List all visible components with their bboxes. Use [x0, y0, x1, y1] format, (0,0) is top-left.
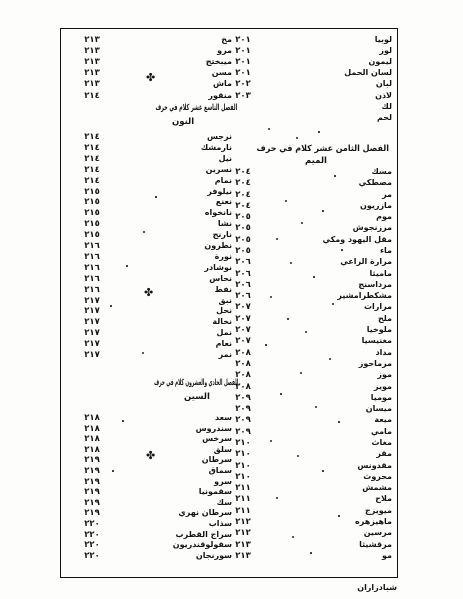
- left-column-page-number: ٢٢٠: [84, 540, 100, 550]
- right-column-entry-word: ملح: [378, 314, 392, 323]
- scan-speck: [315, 406, 317, 408]
- scan-speck: [310, 552, 312, 554]
- right-column-entry-word: مرارة الراعي: [340, 257, 392, 266]
- left-column-page-number: ٢١٤: [84, 143, 100, 153]
- chapter-heading-nun-letter: النون: [172, 117, 195, 127]
- left-column-entry-word: ماش: [213, 79, 232, 88]
- left-column-page-number: ٢١٨: [84, 413, 100, 423]
- right-column-entry-word: لسان الحمل: [344, 68, 392, 77]
- right-column-page-number: ٢٠٨: [235, 359, 251, 369]
- right-column-page-number: ٢٠٤: [235, 190, 251, 200]
- left-column-page-number: ٢١٥: [84, 187, 100, 197]
- right-column-page-number: ٢١١: [235, 506, 251, 516]
- chapter-heading-sin-letter: السين: [184, 392, 210, 402]
- scan-speck: [338, 421, 340, 423]
- left-column-page-number: ٢١٦: [84, 274, 100, 284]
- left-column-entry-word: نخالة: [212, 317, 232, 326]
- left-column-entry-word: سماق: [208, 466, 232, 475]
- right-column-page-number: ٢٠١: [235, 68, 251, 78]
- left-column-entry-word: سراج القطرب: [175, 530, 232, 539]
- right-column-entry-word: لبان: [375, 79, 392, 88]
- right-column-page-number: ٢٠٥: [235, 235, 251, 245]
- right-column-entry-word: مقل اليهود ومكي: [322, 235, 392, 244]
- right-column-page-number: ٢١٠: [235, 438, 251, 448]
- right-column-entry-word: لاذن: [375, 91, 392, 100]
- left-column-entry-word: سك: [216, 498, 232, 507]
- right-column-entry-word: ملاح: [375, 494, 392, 503]
- left-column-entry-word: نمام: [214, 176, 232, 185]
- left-column-page-number: ٢١٤: [84, 91, 100, 101]
- right-column-page-number: ٢٠٧: [235, 302, 251, 312]
- right-column-page-number: ٢١٠: [235, 461, 251, 471]
- left-column-entry-word: نارنج: [212, 230, 232, 239]
- left-column-entry-word: نعنع: [215, 197, 232, 206]
- scan-speck: [270, 296, 272, 298]
- right-column-page-number: ٢١١: [235, 483, 251, 493]
- right-column-entry-word: لحم: [376, 113, 392, 122]
- right-column-page-number: ٢٠٨: [235, 348, 251, 358]
- right-column-page-number: ٢٠٨: [235, 382, 251, 392]
- left-column-page-number: ٢١٩: [84, 508, 100, 518]
- right-column-entry-word: مازريون: [359, 201, 392, 210]
- right-column-page-number: ٢٠٥: [235, 223, 251, 233]
- left-column-entry-word: مرو: [217, 46, 232, 55]
- scan-speck: [292, 536, 294, 538]
- left-column-page-number: ٢٢٠: [84, 530, 100, 540]
- scan-speck: [122, 420, 124, 422]
- scan-speck: [332, 303, 334, 305]
- right-column-entry-word: موميا: [370, 393, 392, 402]
- left-column-page-number: ٢٢٠: [84, 519, 100, 529]
- right-column-page-number: ٢٠٦: [235, 291, 251, 301]
- left-column-page-number: ٢١٩: [84, 466, 100, 476]
- right-column-page-number: ٢٠٦: [235, 269, 251, 279]
- right-column-entry-word: ماميثا: [369, 269, 392, 278]
- floral-star-icon: ✤: [146, 71, 156, 84]
- left-column-entry-word: سرو: [214, 477, 232, 486]
- left-column-page-number: ٢١٧: [84, 350, 100, 360]
- left-column-page-number: ٢١٤: [84, 165, 100, 175]
- right-column-page-number: ٢٠٢: [235, 79, 251, 89]
- scan-speck: [142, 352, 144, 354]
- chapter-heading-sin-title: الفصل الحادي والعشرون كلام في حرف: [154, 378, 239, 388]
- right-column-entry-word: ميعة: [374, 415, 392, 424]
- left-column-page-number: ٢١٤: [84, 132, 100, 142]
- right-column-page-number: ٢١٠: [235, 449, 251, 459]
- left-column-entry-word: سذاب: [208, 519, 232, 528]
- right-column-entry-word: مامي: [370, 427, 392, 436]
- scan-speck: [296, 137, 298, 139]
- scan-speck: [313, 276, 315, 278]
- right-column-page-number: ٢٠١: [235, 46, 251, 56]
- right-column-entry-word: مقر: [376, 449, 392, 458]
- right-column-entry-word: مو: [382, 551, 392, 560]
- scan-speck: [329, 358, 331, 360]
- left-column-page-number: ٢١٨: [84, 434, 100, 444]
- left-column-page-number: ٢١٣: [84, 46, 100, 56]
- scan-speck: [341, 249, 343, 251]
- left-column-page-number: ٢١٨: [84, 445, 100, 455]
- left-column-page-number: ٢١٤: [84, 154, 100, 164]
- right-column-page-number: ٢٠٩: [235, 427, 251, 437]
- right-column-entry-word: ميسان: [365, 404, 392, 413]
- right-column-entry-word: مويز: [374, 382, 392, 391]
- right-column-entry-word: موز: [377, 370, 392, 379]
- left-column-page-number: ٢١٣: [84, 68, 100, 78]
- right-column-page-number: ٢٠٣: [235, 91, 251, 101]
- left-column-entry-word: نطرون: [204, 241, 232, 250]
- left-column-page-number: ٢١٦: [84, 263, 100, 273]
- left-column-page-number: ٢١٩: [84, 487, 100, 497]
- right-column-page-number: ٢٠٤: [235, 201, 251, 211]
- left-column-entry-word: نرجس: [206, 132, 232, 141]
- scan-speck: [126, 265, 128, 267]
- chapter-heading-meem-letter: الميم: [305, 156, 327, 166]
- left-column-page-number: ٢١٧: [84, 317, 100, 327]
- scan-speck: [301, 222, 303, 224]
- floral-star-icon: ✤: [146, 449, 156, 462]
- right-column-page-number: ٢٠٧: [235, 336, 251, 346]
- left-column-entry-word: سرطان: [201, 455, 232, 464]
- scan-speck: [334, 175, 336, 177]
- right-column-entry-word: مداد: [375, 348, 392, 357]
- scan-speck: [143, 231, 145, 233]
- scan-speck: [155, 196, 157, 198]
- right-column-entry-word: مر: [382, 190, 392, 199]
- left-column-page-number: ٢١٧: [84, 296, 100, 306]
- right-column-entry-word: مسك: [371, 167, 392, 176]
- scan-speck: [300, 372, 302, 374]
- scan-speck: [318, 131, 320, 133]
- left-column-entry-word: نسرين: [205, 165, 232, 174]
- right-column-entry-word: مرداسنج: [358, 280, 392, 289]
- left-column-entry-word: سقولوقندريون: [172, 540, 232, 549]
- left-column-entry-word: سورنجان: [195, 551, 232, 560]
- right-column-page-number: ٢٠١: [235, 57, 251, 67]
- left-column-entry-word: نورة: [214, 252, 232, 261]
- scan-speck: [276, 238, 278, 240]
- right-column-page-number: ٢١٣: [235, 551, 251, 561]
- right-column-page-number: ٢٠٧: [235, 325, 251, 335]
- chapter-heading-nun-title: الفصل التاسع عشر كلام في حرف: [154, 103, 237, 113]
- catchword: شبادزاران: [357, 583, 397, 592]
- left-column-page-number: ٢١٣: [84, 57, 100, 67]
- left-column-entry-word: نيلوفر: [207, 187, 232, 196]
- right-column-entry-word: مصطكي: [358, 178, 392, 187]
- right-column-entry-word: ملوخيا: [366, 325, 392, 334]
- scan-speck: [285, 200, 287, 202]
- left-column-page-number: ٢١٦: [84, 252, 100, 262]
- left-column-entry-word: نعام: [215, 339, 232, 348]
- scan-speck: [268, 128, 270, 130]
- left-column-entry-word: نفط: [214, 285, 232, 294]
- right-column-entry-word: مغاث: [371, 438, 392, 447]
- left-column-entry-word: نمل: [216, 328, 232, 337]
- left-column-page-number: ٢١٥: [84, 197, 100, 207]
- left-column-entry-word: نوشادر: [204, 263, 232, 272]
- left-column-entry-word: نارمشك: [200, 143, 232, 152]
- left-column-entry-word: سعد: [214, 413, 232, 422]
- scan-speck: [338, 515, 340, 517]
- left-column-page-number: ٢١٧: [84, 339, 100, 349]
- right-column-entry-word: مقدونس: [357, 461, 392, 470]
- right-column-entry-word: لوز: [379, 46, 392, 55]
- left-column-entry-word: نمر: [218, 350, 232, 359]
- right-column-page-number: ٢٠٦: [235, 280, 251, 290]
- right-column-entry-word: ليمون: [368, 57, 392, 66]
- right-column-entry-word: لك: [381, 102, 392, 111]
- right-column-page-number: ٢٠٦: [235, 257, 251, 267]
- left-column-entry-word: نانخواه: [204, 208, 232, 217]
- scan-speck: [305, 331, 307, 333]
- right-column-entry-word: مرارات: [363, 302, 392, 311]
- right-column-page-number: ٢١٣: [235, 540, 251, 550]
- right-column-page-number: ٢٠٤: [235, 167, 251, 177]
- right-column-page-number: ٢٠٩: [235, 393, 251, 403]
- scan-speck: [322, 470, 324, 472]
- scan-speck: [297, 455, 299, 457]
- left-column-page-number: ٢١٩: [84, 498, 100, 508]
- right-column-entry-word: مرماحوز: [358, 359, 392, 368]
- right-column-entry-word: مغنيسيا: [361, 336, 392, 345]
- right-column-page-number: ٢١٠: [235, 472, 251, 482]
- left-column-page-number: ٢١٥: [84, 219, 100, 229]
- right-column-entry-word: ماء: [379, 246, 392, 255]
- right-column-page-number: ٢٠٥: [235, 212, 251, 222]
- right-column-page-number: ٢٠٤: [235, 178, 251, 188]
- right-column-page-number: ٢٠٩: [235, 404, 251, 414]
- left-column-entry-word: مخ: [221, 35, 232, 44]
- left-column-page-number: ٢١٩: [84, 455, 100, 465]
- scan-speck: [112, 470, 114, 472]
- left-column-page-number: ٢١٧: [84, 328, 100, 338]
- scan-speck: [110, 305, 112, 307]
- left-column-entry-word: ميبختج: [205, 57, 232, 66]
- right-column-page-number: ٢١٢: [235, 528, 251, 538]
- left-column-page-number: ٢١٣: [84, 35, 100, 45]
- right-column-page-number: ٢٠٧: [235, 314, 251, 324]
- right-column-entry-word: مشمش: [362, 483, 392, 492]
- chapter-heading-meem-title: الفصل الثامن عشر كلام في حرف: [256, 144, 389, 154]
- left-column-page-number: ٢١٥: [84, 208, 100, 218]
- right-column-entry-word: موم: [376, 212, 392, 221]
- left-column-page-number: ٢١٣: [84, 79, 100, 89]
- left-column-entry-word: سرخس: [202, 434, 232, 443]
- left-column-entry-word: سندروس: [195, 424, 232, 433]
- right-column-entry-word: ماهيزهره: [355, 517, 392, 526]
- left-column-entry-word: نبق: [218, 296, 232, 305]
- scan-speck: [290, 262, 292, 264]
- right-column-entry-word: مشكطرامشير: [337, 291, 392, 300]
- left-column-page-number: ٢١٤: [84, 176, 100, 186]
- right-column-page-number: ٢١١: [235, 494, 251, 504]
- right-column-page-number: ٢٠٥: [235, 246, 251, 256]
- right-column-entry-word: محروث: [363, 472, 392, 481]
- scan-speck: [265, 344, 267, 346]
- right-column-page-number: ٢٠٨: [235, 370, 251, 380]
- scan-speck: [270, 440, 272, 442]
- right-column-entry-word: مرزنجوش: [352, 223, 392, 232]
- scan-speck: [276, 497, 278, 499]
- scan-speck: [322, 210, 324, 212]
- left-column-entry-word: نشا: [217, 219, 232, 228]
- right-column-page-number: ٢٠٩: [235, 415, 251, 425]
- left-column-entry-word: سلق: [213, 445, 232, 454]
- left-column-page-number: ٢١٦: [84, 241, 100, 251]
- right-column-entry-word: لوبيا: [374, 35, 392, 44]
- left-column-entry-word: نحاس: [209, 274, 232, 283]
- left-column-entry-word: سرطان نهري: [178, 508, 232, 517]
- left-column-page-number: ٢١٦: [84, 285, 100, 295]
- left-column-page-number: ٢٢٠: [84, 551, 100, 561]
- left-column-page-number: ٢١٥: [84, 230, 100, 240]
- right-column-page-number: ٢٠١: [235, 35, 251, 45]
- left-column-page-number: ٢١٧: [84, 306, 100, 316]
- scan-speck: [287, 318, 289, 320]
- left-column-page-number: ٢١٩: [84, 477, 100, 487]
- right-column-page-number: ٢١٢: [235, 517, 251, 527]
- left-column-entry-word: منقور: [208, 91, 232, 100]
- right-column-entry-word: مرقشيثا: [359, 540, 392, 549]
- left-column-entry-word: سقمونيا: [198, 487, 232, 496]
- left-column-entry-word: نيل: [218, 154, 232, 163]
- scan-speck: [280, 393, 282, 395]
- floral-star-icon: ✤: [144, 286, 154, 299]
- left-column-page-number: ٢١٨: [84, 424, 100, 434]
- right-column-entry-word: ميويزج: [365, 506, 392, 515]
- left-column-entry-word: نحل: [216, 306, 232, 315]
- left-column-entry-word: مسن: [211, 68, 232, 77]
- right-column-entry-word: مرسين: [363, 528, 392, 537]
